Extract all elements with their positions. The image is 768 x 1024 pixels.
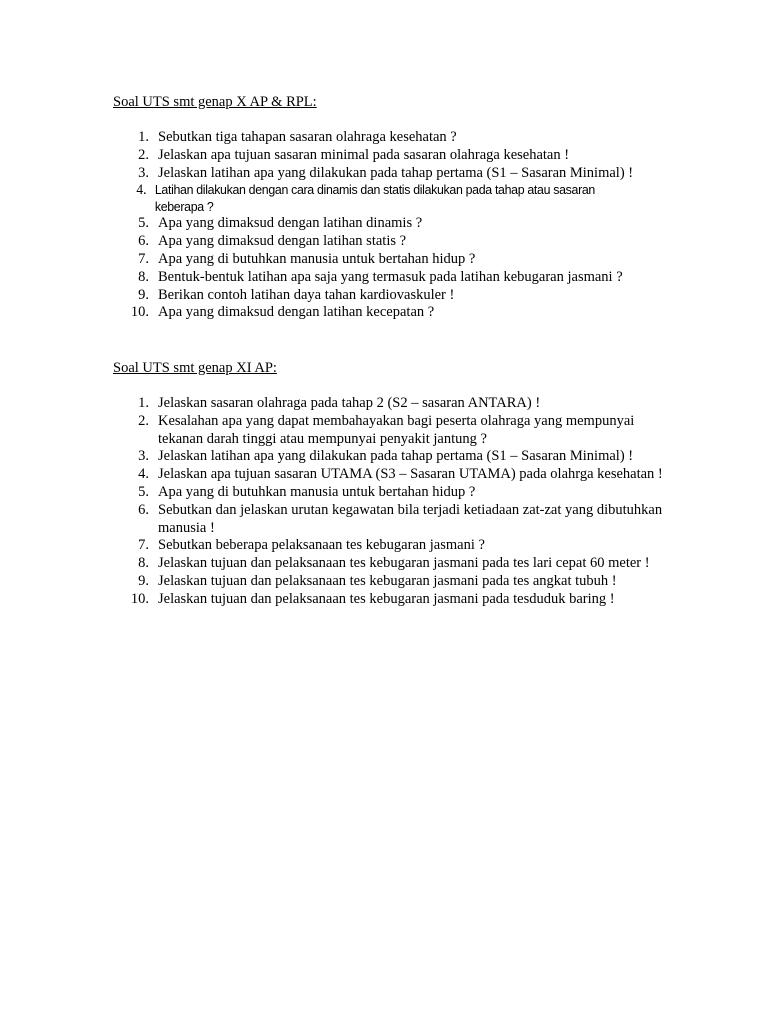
question-text: Bentuk-bentuk latihan apa saja yang termasuk pada latihan kebugaran jasmani ? xyxy=(158,268,623,285)
question-list xyxy=(113,395,673,609)
question-number: 5. xyxy=(138,215,149,232)
question-text: Jelaskan apa tujuan sasaran UTAMA (S3 – Sasaran UTAMA) pada olahrga kesehatan ! xyxy=(158,466,663,483)
question-number: 10. xyxy=(130,304,149,321)
question-text: Jelaskan tujuan dan pelaksanaan tes kebugaran jasmani pada tesduduk baring ! xyxy=(158,590,615,607)
question-number: 6. xyxy=(138,233,149,250)
question-number: 8. xyxy=(138,268,149,285)
question-text: Jelaskan sasaran olahraga pada tahap 2 (S2 – sasaran ANTARA) ! xyxy=(158,395,541,411)
section-heading: Soal UTS smt genap XI AP: xyxy=(113,360,277,376)
question-item xyxy=(113,129,673,147)
question-item xyxy=(113,395,673,413)
section-heading: Soal UTS smt genap X AP & RPL: xyxy=(113,94,317,110)
question-text: Apa yang dimaksud dengan latihan statis ? xyxy=(158,233,407,250)
question-number: 7. xyxy=(138,537,149,554)
question-item xyxy=(113,466,673,484)
question-item xyxy=(113,165,673,183)
question-number: 6. xyxy=(138,501,149,518)
question-text: Jelaskan apa tujuan sasaran minimal pada sasaran olahraga kesehatan ! xyxy=(158,146,570,163)
question-text: Sebutkan tiga tahapan sasaran olahraga kesehatan ? xyxy=(158,129,457,145)
question-text: Apa yang di butuhkan manusia untuk bertahan hidup ? xyxy=(158,250,476,267)
question-number: 9. xyxy=(138,572,149,589)
question-text: Jelaskan tujuan dan pelaksanaan tes kebugaran jasmani pada tes angkat tubuh ! xyxy=(158,572,617,589)
question-number: 2. xyxy=(138,412,149,429)
question-text: Sebutkan dan jelaskan urutan kegawatan bila terjadi ketiadaan zat-zat yang dibutuhkan manusia ! xyxy=(158,501,663,536)
section-class-x xyxy=(113,93,673,322)
question-text: Apa yang dimaksud dengan latihan kecepatan ? xyxy=(158,304,435,321)
question-item xyxy=(113,484,673,502)
question-item xyxy=(113,269,673,287)
question-number: 9. xyxy=(138,286,149,303)
question-item xyxy=(113,182,634,215)
question-text: Berikan contoh latihan daya tahan kardiovaskuler ! xyxy=(158,286,455,303)
question-number: 1. xyxy=(138,395,149,411)
question-number: 7. xyxy=(138,250,149,267)
question-item xyxy=(113,287,673,305)
question-item xyxy=(113,448,673,466)
question-number: 3. xyxy=(138,448,149,465)
question-number: 4. xyxy=(138,466,149,483)
question-item xyxy=(113,555,673,573)
question-number: 8. xyxy=(138,555,149,572)
question-item xyxy=(113,502,673,538)
question-item xyxy=(113,304,673,322)
question-number: 1. xyxy=(138,129,149,145)
question-number: 5. xyxy=(138,483,149,500)
question-list xyxy=(113,129,673,322)
question-item xyxy=(113,147,673,165)
question-text: Jelaskan tujuan dan pelaksanaan tes kebugaran jasmani pada tes lari cepat 60 meter ! xyxy=(158,555,650,572)
question-item xyxy=(113,251,673,269)
question-number: 10. xyxy=(130,590,149,607)
question-item xyxy=(113,233,673,251)
question-item xyxy=(113,591,673,609)
question-item xyxy=(113,413,673,449)
question-text: Latihan dilakukan dengan cara dinamis dan statis dilakukan pada tahap atau sasaran keberapa ? xyxy=(154,182,595,214)
question-text: Jelaskan latihan apa yang dilakukan pada tahap pertama (S1 – Sasaran Minimal) ! xyxy=(158,164,634,181)
question-text: Kesalahan apa yang dapat membahayakan bagi peserta olahraga yang mempunyai tekanan darah tinggi atau mempunyai penyakit jantung ? xyxy=(158,412,635,447)
section-class-xi xyxy=(113,359,673,609)
question-number: 4. xyxy=(136,182,147,199)
question-text: Sebutkan beberapa pelaksanaan tes kebugaran jasmani ? xyxy=(158,537,485,554)
question-number: 2. xyxy=(138,146,149,163)
question-item xyxy=(113,215,673,233)
question-item xyxy=(113,537,673,555)
question-item xyxy=(113,573,673,591)
question-number: 3. xyxy=(138,164,149,181)
question-text: Jelaskan latihan apa yang dilakukan pada tahap pertama (S1 – Sasaran Minimal) ! xyxy=(158,448,634,465)
question-text: Apa yang dimaksud dengan latihan dinamis ? xyxy=(158,215,423,232)
question-text: Apa yang di butuhkan manusia untuk bertahan hidup ? xyxy=(158,483,476,500)
